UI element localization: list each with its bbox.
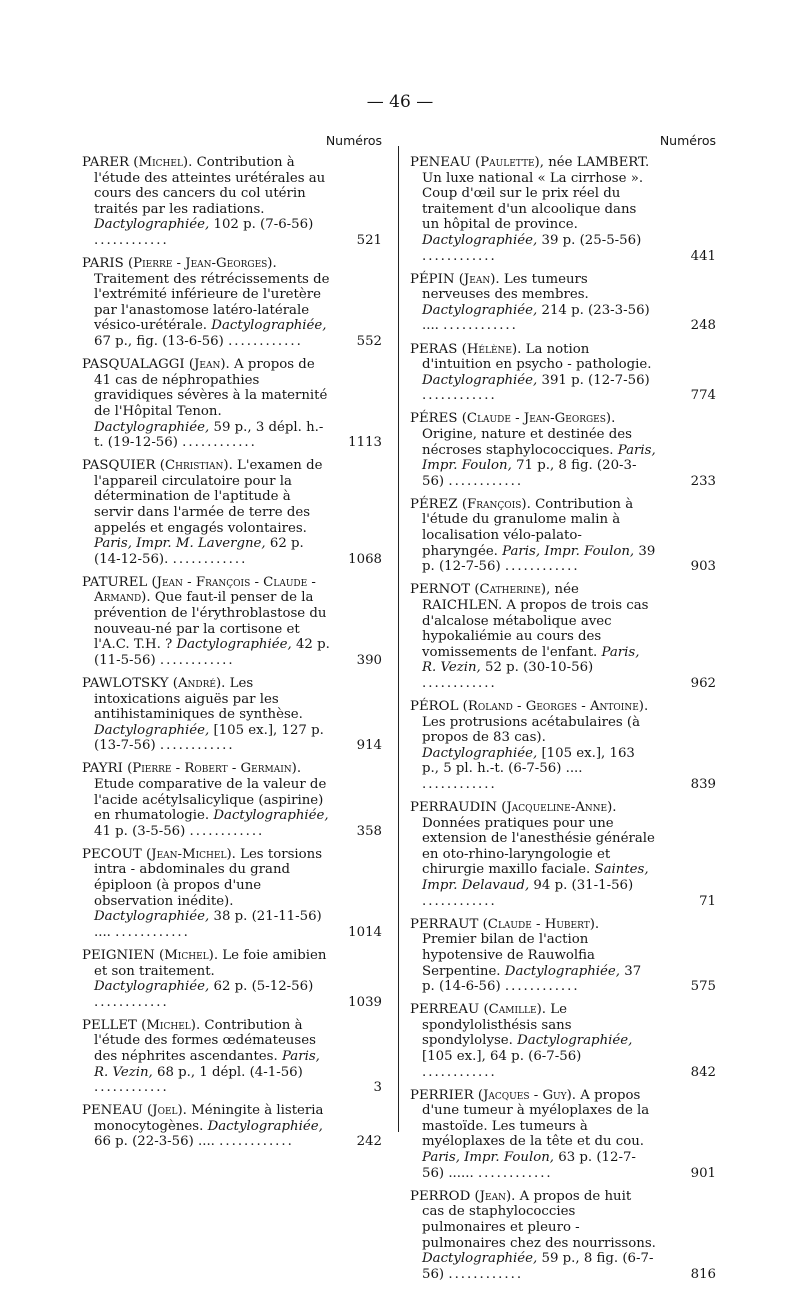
thesis-entry <box>410 917 716 995</box>
thesis-number: 839 <box>690 776 716 792</box>
thesis-title: née RAICHLEN. A propos de trois cas d'alcalose métabolique avec hypokaliémie au cours des vomissements de l'enfant. <box>422 582 649 660</box>
author-surname: PASQUIER <box>82 458 156 474</box>
leader-dots: ............ <box>477 1165 553 1181</box>
publisher: Dactylographiée, <box>422 1251 538 1267</box>
thesis-entry <box>82 357 382 451</box>
pagination-date: 71 p., 8 fig. (20-3-56) <box>422 458 637 489</box>
leader-dots: ............ <box>422 776 497 792</box>
author-surname: PERAS <box>410 341 458 357</box>
leader-dots: ............ <box>422 893 497 909</box>
thesis-entry <box>410 1189 716 1283</box>
thesis-title: Méningite à listeria monocytogènes. <box>94 1103 324 1134</box>
column-divider <box>398 146 399 1132</box>
author-given-names: (Jean - François - Claude - Armand). <box>94 574 316 606</box>
thesis-title: Le spondylolisthésis sans spondylolyse. <box>422 1002 572 1049</box>
publisher: Dactylographiée, <box>422 372 538 388</box>
column-header: Numéros <box>659 133 716 148</box>
author-given-names: (Pierre - Robert - Germain). <box>127 761 302 777</box>
author-given-names: (Claude - Hubert). <box>482 916 600 932</box>
thesis-entry <box>82 575 382 669</box>
thesis-entry <box>82 1018 382 1096</box>
pagination-date: [105 ex.], 163 p., 5 pl. h.-t. (6-7-56) .... <box>422 745 635 777</box>
thesis-entry <box>410 497 716 575</box>
author-given-names: (Michel). <box>133 155 193 170</box>
leader-dots: ............ <box>422 675 497 691</box>
leader-dots: ............ <box>172 551 248 567</box>
author-surname: PERRAUDIN <box>410 800 498 816</box>
thesis-number: 71 <box>699 893 716 909</box>
thesis-entry <box>410 411 716 489</box>
author-surname: PASQUALAGGI <box>82 357 185 373</box>
leader-dots: ............ <box>228 334 303 350</box>
pagination-date: 102 p. (7-6-56) <box>213 217 314 233</box>
author-surname: PAWLOTSKY <box>82 675 169 691</box>
thesis-entry <box>410 342 716 404</box>
author-given-names: (Camille). <box>483 1002 547 1018</box>
thesis-title: Contribution à l'étude des formes œdémateuses des néphrites ascendantes. <box>94 1017 316 1064</box>
publisher: Dactylographiée, <box>176 637 292 653</box>
author-given-names: (André). <box>172 675 226 691</box>
thesis-number: 903 <box>690 559 716 575</box>
thesis-entry <box>82 676 382 754</box>
author-given-names: (Catherine), <box>474 582 551 598</box>
thesis-number: 358 <box>356 823 382 839</box>
author-surname: PERRAUT <box>410 916 479 932</box>
thesis-number: 242 <box>356 1134 382 1150</box>
author-surname: PERROD <box>410 1188 471 1204</box>
author-surname: PAYRI <box>82 761 123 777</box>
leader-dots: ............ <box>422 1064 497 1080</box>
thesis-title: Origine, nature et destinée des nécroses staphylococciques. <box>422 427 632 458</box>
pagination-date: 42 p. (11-5-56) <box>94 637 330 668</box>
thesis-number: 842 <box>690 1064 716 1080</box>
author-surname: PECOUT <box>82 846 142 862</box>
thesis-title: Les intoxications aiguës par les antihistaminiques de synthèse. <box>94 675 303 723</box>
thesis-number: 774 <box>690 388 716 404</box>
pagination-date: [105 ex.], 127 p. (13-7-56) <box>94 722 324 754</box>
leader-dots: ............ <box>443 318 518 334</box>
author-surname: PÉROL <box>410 699 459 714</box>
thesis-title: Etude comparative de la valeur de l'acide acétylsalicylique (aspirine) en rhumatologie. <box>94 776 327 824</box>
thesis-number: 390 <box>356 652 382 668</box>
pagination-date: 214 p. (23-3-56) .... <box>422 302 650 334</box>
publisher: Dactylographiée, <box>94 419 210 435</box>
thesis-entry <box>410 155 716 264</box>
author-surname: PEIGNIEN <box>82 947 155 963</box>
leader-dots: ............ <box>504 559 580 575</box>
thesis-number: 914 <box>356 738 382 754</box>
author-given-names: (Claude - Jean-Georges). <box>461 411 616 427</box>
thesis-title: Les tumeurs nerveuses des membres. <box>422 271 589 303</box>
column-header: Numéros <box>325 133 382 148</box>
publisher: Dactylographiée, <box>94 722 210 738</box>
thesis-title: Premier bilan de l'action hypotensive de Rauwolfia Serpentine. <box>422 932 595 979</box>
author-surname: PERRIER <box>410 1087 474 1103</box>
pagination-date: 39 p. (25-5-56) <box>541 232 642 248</box>
entry-list <box>82 155 382 1150</box>
thesis-entry <box>82 155 382 249</box>
thesis-number: 3 <box>373 1080 382 1096</box>
thesis-title: Le foie amibien et son traitement. <box>94 947 327 979</box>
thesis-number: 233 <box>690 473 716 489</box>
author-surname: PARIS <box>82 256 124 272</box>
thesis-number: 816 <box>690 1266 716 1282</box>
pagination-date: 94 p. (31-1-56) <box>533 878 634 894</box>
thesis-entry <box>410 272 716 334</box>
entry-list <box>410 155 716 1282</box>
pagination-date: [105 ex.], 64 p. (6-7-56) <box>422 1048 582 1064</box>
thesis-entry <box>410 1002 716 1080</box>
thesis-number: 441 <box>690 248 716 264</box>
thesis-number: 901 <box>690 1165 716 1181</box>
leader-dots: ............ <box>504 979 580 995</box>
author-given-names: (Jacques - Guy). <box>477 1087 577 1103</box>
thesis-number: 1113 <box>348 435 382 451</box>
publisher: Dactylographiée, <box>94 909 210 925</box>
thesis-title: Données pratiques pour une extension de l'anesthésie générale en oto-rhino-laryngologie et chirurgie maxillo faciale. <box>422 815 655 878</box>
thesis-entry <box>82 948 382 1010</box>
thesis-title: A propos de huit cas de staphylococcies pulmonaires et pleuro - pulmonaires chez des nourrissons. <box>422 1188 656 1251</box>
thesis-title: A propos d'une tumeur à myéloplaxes de la mastoïde. Les tumeurs à myéloplaxes de la tête et du cou. <box>422 1087 650 1150</box>
right-column <box>410 133 716 1290</box>
leader-dots: ............ <box>182 435 257 451</box>
author-given-names: (Paulette), <box>475 155 544 170</box>
publisher: Dactylographiée, <box>213 808 329 824</box>
author-given-names: (Jean). <box>458 271 500 287</box>
author-given-names: (Michel). <box>141 1017 201 1033</box>
thesis-title: Que faut-il penser de la prévention de l'érythroblastose du nouveau-né par la cortisone et l'A.C. T.H. ? <box>94 590 327 653</box>
author-surname: PATUREL <box>82 574 148 590</box>
publisher: Paris, Impr. M. Lavergne, <box>94 536 266 552</box>
thesis-entry <box>82 458 382 567</box>
pagination-date: 52 p. (30-10-56) <box>485 660 594 676</box>
author-surname: PENEAU <box>410 155 471 170</box>
leader-dots: ............ <box>448 473 524 489</box>
pagination-date: 67 p., fig. (13-6-56) <box>94 334 224 350</box>
leader-dots: ............ <box>94 994 169 1010</box>
author-given-names: (Jean). <box>474 1188 516 1204</box>
thesis-number: 1014 <box>348 924 382 940</box>
thesis-title: La notion d'intuition en psycho - pathologie. <box>422 341 652 373</box>
publisher: Paris, Impr. Foulon, <box>422 1150 555 1166</box>
publisher: Paris, R. Vezin, <box>94 1048 320 1080</box>
author-given-names: (Christian). <box>159 458 233 474</box>
pagination-date: 41 p. (3-5-56) <box>94 823 186 839</box>
thesis-entry <box>410 800 716 909</box>
publisher: Paris, Impr. Foulon, <box>502 543 635 559</box>
publisher: Saintes, Impr. Delavaud, <box>422 862 649 894</box>
author-surname: PERNOT <box>410 582 471 598</box>
thesis-entry <box>82 847 382 941</box>
pagination-date: 391 p. (12-7-56) <box>541 372 650 388</box>
thesis-entry <box>82 1103 382 1150</box>
thesis-title: A propos de 41 cas de néphropathies gravidiques sévères à la maternité de l'Hôpital Tenon. <box>94 357 328 419</box>
author-given-names: (Jean-Michel). <box>146 846 236 862</box>
publisher: Paris, Impr. Foulon, <box>422 442 656 474</box>
publisher: Dactylographiée, <box>504 963 621 979</box>
thesis-title: née LAMBERT. Un luxe national « La cirrhose ». Coup d'œil sur le prix réel du traitement d'un alcoolique dans un hôpital de province. <box>422 155 650 233</box>
leader-dots: ............ <box>94 232 169 248</box>
author-given-names: (François). <box>461 496 531 512</box>
pagination-date: 66 p. (22-3-56) .... <box>94 1134 215 1150</box>
thesis-title: Les protrusions acétabulaires (à propos de 83 cas). <box>422 714 640 746</box>
author-surname: PELLET <box>82 1017 137 1033</box>
thesis-number: 575 <box>690 979 716 995</box>
leader-dots: ............ <box>94 1080 169 1096</box>
leader-dots: ............ <box>219 1134 294 1150</box>
author-surname: PÉRES <box>410 411 458 427</box>
pagination-date: 38 p. (21-11-56) .... <box>94 909 322 940</box>
author-surname: PARER <box>82 155 130 170</box>
leader-dots: ............ <box>115 924 190 940</box>
author-given-names: (Jean). <box>188 357 230 373</box>
leader-dots: ............ <box>189 823 265 839</box>
leader-dots: ............ <box>159 738 235 754</box>
thesis-number: 962 <box>690 675 716 691</box>
author-given-names: (Michel). <box>159 947 219 963</box>
pagination-date: 59 p., 3 dépl. h.-t. (19-12-56) <box>94 419 324 451</box>
leader-dots: ............ <box>159 652 235 668</box>
pagination-date: 68 p., 1 dépl. (4-1-56) <box>157 1064 303 1080</box>
pagination-date: 63 p. (12-7-56) ...... <box>422 1150 636 1181</box>
author-given-names: (Hélène). <box>461 341 522 357</box>
thesis-entry <box>82 761 382 839</box>
leader-dots: ............ <box>422 248 497 264</box>
leader-dots: ............ <box>448 1266 524 1282</box>
thesis-number: 248 <box>690 318 716 334</box>
publisher: Dactylographiée, <box>94 217 210 233</box>
thesis-entry <box>82 256 382 350</box>
thesis-title: L'examen de l'appareil circulatoire pour la détermination de l'aptitude à servir dans l'armée de terre des appelés et engagés volontaires. <box>94 458 323 536</box>
thesis-number: 1068 <box>348 551 382 567</box>
thesis-number: 552 <box>356 334 382 350</box>
author-given-names: (Jacqueline-Anne). <box>501 800 617 816</box>
pagination-date: 62 p. (5-12-56) <box>213 979 314 995</box>
thesis-number: 521 <box>356 232 382 248</box>
author-given-names: (Joel). <box>147 1103 187 1119</box>
publisher: Dactylographiée, <box>211 318 327 334</box>
pagination-date: 62 p. (14-12-56). <box>94 536 304 567</box>
pagination-date: 39 p. (12-7-56) <box>422 543 656 575</box>
publisher: Dactylographiée, <box>422 232 538 248</box>
thesis-title: Contribution à l'étude des atteintes urétérales au cours des cancers du col utérin traités par les radiations. <box>94 155 326 217</box>
author-given-names: (Roland - Georges - Antoine). <box>462 699 649 714</box>
left-column <box>82 133 382 1158</box>
publisher: Dactylographiée, <box>207 1118 323 1134</box>
publisher: Dactylographiée, <box>94 979 210 995</box>
publisher: Dactylographiée, <box>422 302 538 318</box>
publisher: Paris, R. Vezin, <box>422 644 640 676</box>
author-surname: PÉREZ <box>410 496 458 512</box>
thesis-entry <box>410 582 716 691</box>
thesis-title: Les torsions intra - abdominales du grand épiploon (à propos d'une observation inédite). <box>94 846 323 909</box>
publisher: Dactylographiée, <box>422 745 538 761</box>
thesis-title: Contribution à l'étude du granulome malin à localisation vélo-palato-pharyngée. <box>422 496 634 559</box>
author-surname: PENEAU <box>82 1103 143 1119</box>
author-surname: PÉPIN <box>410 271 455 287</box>
thesis-title: Traitement des rétrécissements de l'extrémité inférieure de l'uretère par l'anastomose latéro-latérale vésico-urétérale. <box>94 271 330 334</box>
pagination-date: 37 p. (14-6-56) <box>422 963 642 995</box>
leader-dots: ............ <box>422 388 497 404</box>
thesis-entry <box>410 699 716 793</box>
thesis-number: 1039 <box>348 994 382 1010</box>
author-given-names: (Pierre - Jean-Georges). <box>127 256 277 272</box>
thesis-entry <box>410 1088 716 1182</box>
author-surname: PERREAU <box>410 1002 480 1018</box>
page-number: — 46 — <box>366 92 434 112</box>
pagination-date: 59 p., 8 fig. (6-7-56) <box>422 1251 654 1282</box>
publisher: Dactylographiée, <box>517 1033 633 1049</box>
